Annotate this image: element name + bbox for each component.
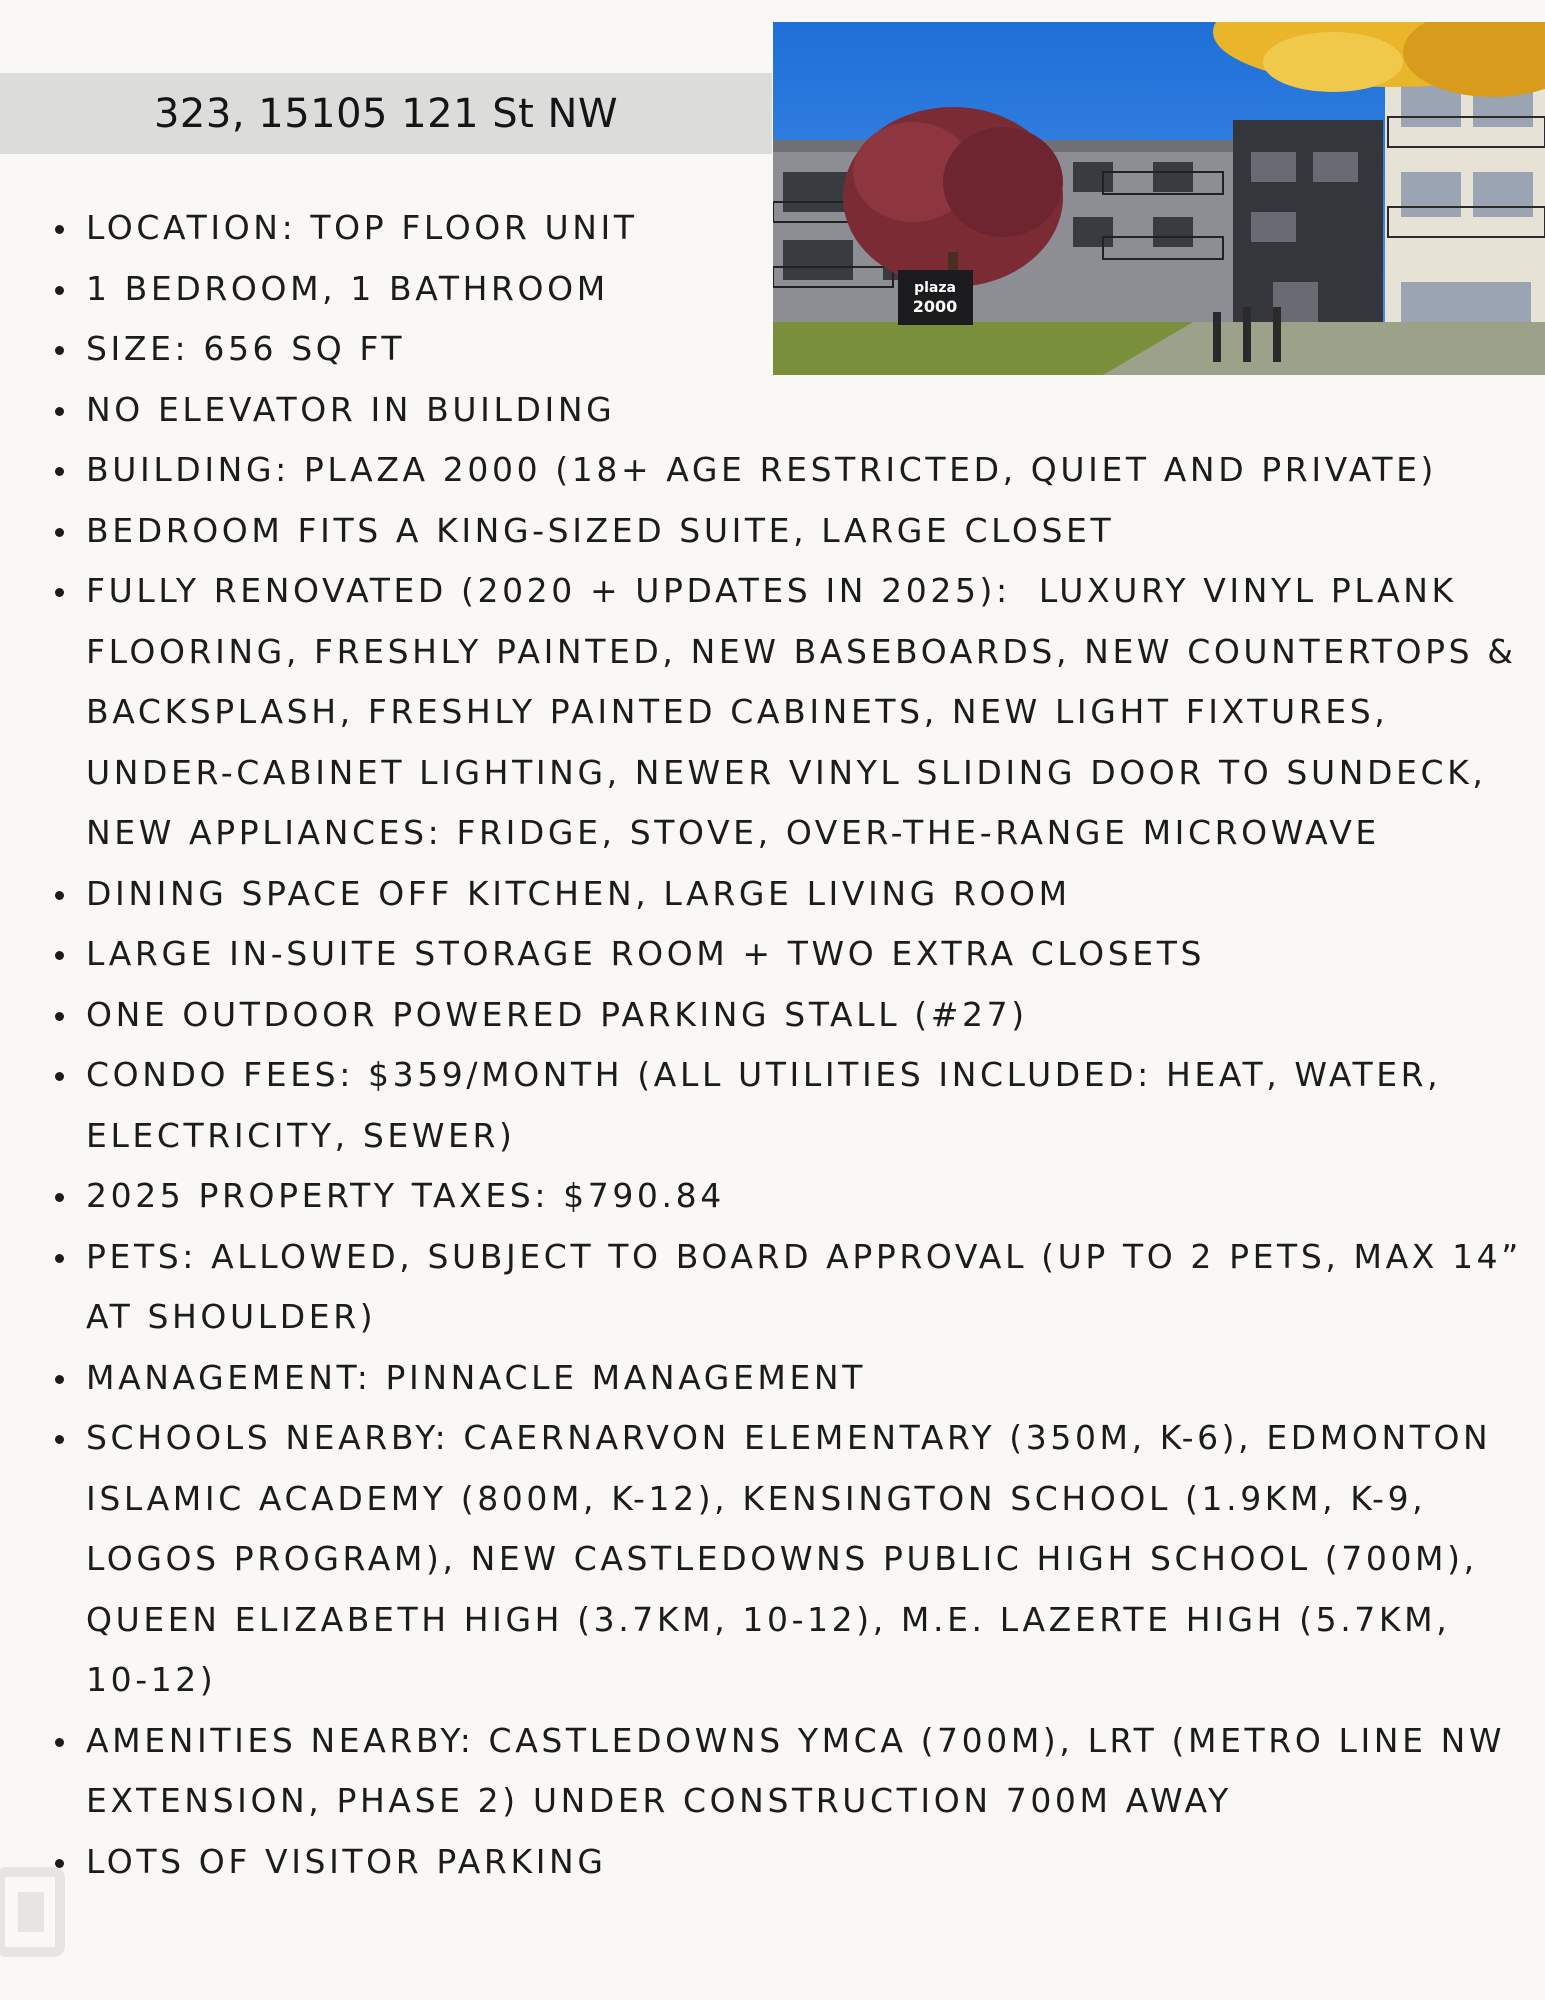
bullet-icon	[55, 467, 64, 476]
feature-text: DINING SPACE OFF KITCHEN, LARGE LIVING ROOM	[86, 873, 1071, 913]
bullet-icon	[55, 1738, 64, 1747]
feature-text: MANAGEMENT: PINNACLE MANAGEMENT	[86, 1357, 866, 1397]
feature-text: 1 BEDROOM, 1 BATHROOM	[86, 268, 609, 308]
feature-text: LOCATION: TOP FLOOR UNIT	[86, 208, 638, 247]
feature-text: AMENITIES NEARBY: CASTLEDOWNS YMCA (700M), LRT (METRO LINE NW EXTENSION, PHASE 2) UNDER CONSTRUCTION 700M AWAY	[86, 1720, 1520, 1820]
feature-text: FULLY RENOVATED (2020 + UPDATES IN 2025): LUXURY VINYL PLANK FLOORING, FRESHLY PAINTED, NEW BASEBOARDS, NEW COUNTERTOPS & BACKSPLASH, FRESHLY PAINTED CABINETS, NEW LIGHT FIXTURES, UNDER-CABINET LIGHTING, NEWER VINYL SLIDING DOOR TO SUNDECK, NEW APPLIANCES: FRIDGE, STOVE, OVER-THE-RANGE MICROWAVE	[86, 571, 1531, 852]
feature-text: BUILDING: PLAZA 2000 (18+ AGE RESTRICTED, QUIET AND PRIVATE)	[86, 450, 1438, 489]
feature-item	[52, 259, 1522, 320]
feature-item	[52, 924, 1522, 985]
sign-text-line1: plaza	[914, 280, 956, 296]
feature-item	[52, 1227, 1537, 1348]
sign-text-line2: 2000	[912, 297, 958, 316]
bullet-icon	[55, 1254, 64, 1263]
feature-item	[52, 440, 1522, 501]
feature-text: BEDROOM FITS A KING-SIZED SUITE, LARGE CLOSET	[86, 510, 1115, 550]
feature-item	[52, 561, 1531, 864]
feature-text: PETS: ALLOWED, SUBJECT TO BOARD APPROVAL (UP TO 2 PETS, MAX 14” AT SHOULDER)	[86, 1236, 1537, 1336]
address-banner	[0, 73, 772, 154]
bullet-icon	[55, 286, 64, 295]
feature-item	[52, 1348, 1522, 1409]
bullet-icon	[55, 1072, 64, 1081]
bullet-icon	[55, 588, 64, 597]
feature-text: ONE OUTDOOR POWERED PARKING STALL (#27)	[86, 994, 1028, 1034]
bullet-icon	[55, 1012, 64, 1021]
feature-item	[52, 985, 1522, 1046]
feature-item	[52, 1832, 1522, 1893]
bullet-icon	[55, 891, 64, 900]
watermark-logo	[0, 1862, 100, 1972]
feature-text: 2025 PROPERTY TAXES: $790.84	[86, 1176, 725, 1215]
feature-list	[52, 198, 1537, 1892]
feature-item	[52, 319, 1522, 380]
feature-item	[52, 1408, 1522, 1711]
bullet-icon	[55, 407, 64, 416]
feature-text: SCHOOLS NEARBY: CAERNARVON ELEMENTARY (350M, K-6), EDMONTON ISLAMIC ACADEMY (800M, K-12), KENSINGTON SCHOOL (1.9KM, K-9, LOGOS PROGRAM), NEW CASTLEDOWNS PUBLIC HIGH SCHOOL (700M), QUEEN ELIZABETH HIGH (3.7KM, 10-12), M.E. LAZERTE HIGH (5.7KM, 10-12)	[86, 1418, 1506, 1699]
bullet-icon	[55, 1375, 64, 1384]
bullet-icon	[55, 1193, 64, 1202]
feature-item	[52, 1166, 1522, 1227]
feature-text: LOTS OF VISITOR PARKING	[86, 1841, 607, 1881]
feature-item	[52, 501, 1522, 562]
feature-text: NO ELEVATOR IN BUILDING	[86, 389, 616, 429]
bullet-icon	[55, 951, 64, 960]
feature-text: SIZE: 656 SQ FT	[86, 329, 406, 368]
feature-item	[52, 864, 1522, 925]
feature-text: CONDO FEES: $359/MONTH (ALL UTILITIES INCLUDED: HEAT, WATER, ELECTRICITY, SEWER)	[86, 1055, 1456, 1155]
bullet-icon	[55, 528, 64, 537]
bullet-icon	[55, 1435, 64, 1444]
property-address: 323, 15105 121 St NW	[153, 90, 619, 137]
bullet-icon	[55, 346, 64, 355]
feature-item	[52, 1711, 1522, 1832]
feature-item	[52, 380, 1522, 441]
feature-item	[52, 198, 1522, 259]
feature-text: LARGE IN-SUITE STORAGE ROOM + TWO EXTRA CLOSETS	[86, 934, 1206, 973]
bullet-icon	[55, 225, 64, 234]
feature-item	[52, 1045, 1522, 1166]
